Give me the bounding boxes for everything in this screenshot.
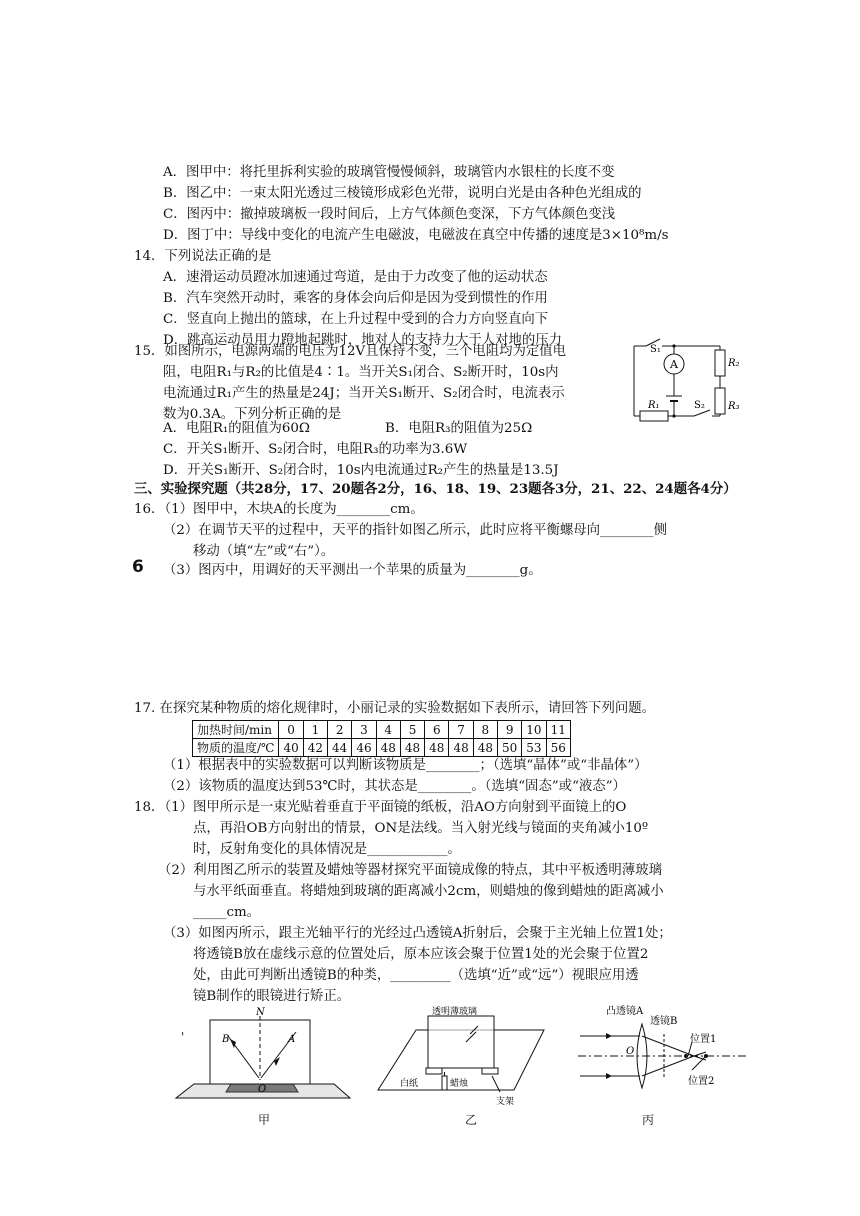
table-cell: 48 — [473, 739, 497, 757]
yi-label-stand: 支架 — [496, 1097, 515, 1107]
q18-part3-line4: 镜B制作的眼镜进行矫正。 — [193, 989, 351, 1004]
q16-part3: （3）图丙中，用调好的天平测出一个苹果的质量为________g。 — [163, 563, 542, 578]
stray-mark: ' — [181, 1030, 185, 1044]
q15-option-d: D．开关S₁断开、S₂闭合时，10s内电流通过R₂产生的热量是13.5J — [163, 463, 559, 478]
table-cell: 11 — [546, 721, 570, 739]
jia-label-a: A — [288, 1034, 296, 1045]
q17-stem: 17. 在探究某种物质的熔化规律时，小丽记录的实验数据如下表所示，请回答下列问题。 — [134, 701, 656, 716]
q16-part2-line1: （2）在调节天平的过程中，天平的指针如图乙所示，此时应将平衡螺母向________侧 — [163, 523, 667, 538]
q18-part2-line3: _____cm。 — [193, 905, 261, 920]
q15-stem-line2: 阻，电阻R₁与R₂的比值是4∶1。当开关S₁闭合、S₂断开时，10s内 — [163, 365, 559, 380]
q14-option-a: A．速滑运动员蹬冰加速通过弯道，是由于力改变了他的运动状态 — [163, 270, 548, 285]
q18-part1-line1: 18．（1）图甲所示是一束光贴着垂直于平面镜的纸板，沿AO方向射到平面镜上的O — [134, 800, 627, 815]
q16-part2-line2: 移动（填“左”或“右”）。 — [193, 544, 335, 559]
q15-stem-line3: 电流通过R₁产生的热量是24J；当开关S₁断开、S₂闭合时，电流表示 — [163, 386, 565, 401]
table-cell: 42 — [303, 739, 327, 757]
table-cell: 6 — [425, 721, 449, 739]
q13-option-a: A．图甲中：将托里拆利实验的玻璃管慢慢倾斜，玻璃管内水银柱的长度不变 — [163, 165, 615, 180]
table-cell: 40 — [279, 739, 303, 757]
table-cell: 48 — [400, 739, 424, 757]
table-cell: 48 — [449, 739, 473, 757]
q13-option-c: C．图丙中：撤掉玻璃板一段时间后，上方气体颜色变深，下方气体颜色变浅 — [163, 207, 616, 222]
table-row-label: 加热时间/min — [193, 721, 279, 739]
jia-label-o: O — [258, 1084, 267, 1095]
q15-stem-line1: 15．如图所示，电源两端的电压为12V且保持不变，三个电阻均为定值电 — [134, 344, 567, 359]
figure-bing-lenses — [576, 1000, 756, 1110]
table-cell: 0 — [279, 721, 303, 739]
margin-number: 6 — [132, 557, 144, 577]
table-cell: 7 — [449, 721, 473, 739]
circuit-s2-label: S₂ — [694, 400, 705, 411]
q17-part2: （2）该物质的温度达到53℃时，其状态是________。（选填“固态”或“液态”） — [163, 779, 626, 794]
q14-option-c: C．竖直向上抛出的篮球，在上升过程中受到的合力方向竖直向下 — [163, 312, 549, 327]
bing-label-pos2: 位置2 — [688, 1076, 715, 1087]
q15-option-b: B．电阻R₃的阻值为25Ω — [385, 421, 533, 436]
q18-part3-line1: （3）如图丙所示，跟主光轴平行的光经过凸透镜A折射后，会聚于主光轴上位置1处； — [163, 926, 672, 941]
table-row-label: 物质的温度/℃ — [193, 739, 279, 757]
table-cell: 10 — [522, 721, 546, 739]
figure-jia-reflection — [174, 1006, 354, 1110]
table-cell: 8 — [473, 721, 497, 739]
yi-label-glass: 透明薄玻璃 — [432, 1007, 478, 1017]
q15-option-a: A．电阻R₁的阻值为60Ω — [163, 421, 310, 436]
circuit-r1-label: R₁ — [648, 400, 660, 411]
bing-label-pos1: 位置1 — [690, 1034, 717, 1045]
yi-label-candle: 蜡烛 — [450, 1079, 469, 1089]
table-cell: 48 — [425, 739, 449, 757]
table-cell: 4 — [376, 721, 400, 739]
circuit-r2-label: R₂ — [728, 358, 740, 369]
figure-yi-caption: 乙 — [465, 1113, 478, 1127]
bing-label-lens-a: 凸透镜A — [606, 1006, 644, 1017]
table-cell: 3 — [352, 721, 376, 739]
q16-part1: 16．（1）图甲中，木块A的长度为________cm。 — [134, 502, 424, 517]
table-row — [193, 721, 571, 739]
circuit-diagram — [628, 334, 752, 426]
table-row — [193, 739, 571, 757]
circuit-r3-label: R₃ — [728, 401, 740, 412]
table-cell: 5 — [400, 721, 424, 739]
q15-option-c: C．开关S₁断开、S₂闭合时，电阻R₃的功率为3.6W — [163, 442, 468, 457]
table-cell: 46 — [352, 739, 376, 757]
q18-part1-line3: 时，反射角变化的具体情况是____________。 — [193, 842, 461, 857]
jia-label-b: B — [222, 1034, 230, 1045]
figure-jia-caption: 甲 — [258, 1113, 271, 1127]
q15-stem-line4: 数为0.3A。下列分析正确的是 — [163, 407, 342, 422]
jia-label-n: N — [256, 1007, 265, 1018]
table-cell: 50 — [498, 739, 522, 757]
q14-option-b: B．汽车突然开动时，乘客的身体会向后仰是因为受到惯性的作用 — [163, 291, 548, 306]
q13-option-b: B．图乙中：一束太阳光透过三棱镜形成彩色光带，说明白光是由各种色光组成的 — [163, 186, 642, 201]
table-cell: 1 — [303, 721, 327, 739]
circuit-s1-label: S₁ — [650, 344, 661, 355]
q18-part3-line2: 将透镜B放在虚线示意的位置处后，原本应该会聚于位置1处的光会聚于位置2 — [193, 947, 649, 962]
bing-label-o: O — [626, 1046, 635, 1057]
table-cell: 48 — [376, 739, 400, 757]
circuit-ammeter-label: A — [670, 358, 678, 371]
table-cell: 53 — [522, 739, 546, 757]
q18-part2-line2: 与水平纸面垂直。将蜡烛到玻璃的距离减小2cm，则蜡烛的像到蜡烛的距离减小 — [193, 884, 664, 899]
table-cell: 2 — [328, 721, 352, 739]
table-cell: 44 — [328, 739, 352, 757]
q14-option-d: D．跳高运动员用力蹬地起跳时，地对人的支持力大于人对地的压力 — [163, 333, 563, 348]
q13-option-d: D．图丁中：导线中变化的电流产生电磁波，电磁波在真空中传播的速度是3×10⁸m/s — [163, 228, 669, 243]
bing-label-lens-b: 透镜B — [650, 1016, 678, 1027]
q17-data-table — [192, 720, 571, 757]
section-3-heading: 三、实验探究题（共28分，17、20题各2分，16、18、19、23题各3分，21、22、24题各4分） — [134, 481, 737, 497]
q18-part3-line3: 处，由此可判断出透镜B的种类，_________（选填“近”或“远”）视眼应用透 — [193, 968, 639, 983]
q18-part1-line2: 点，再沿OB方向射出的情景，ON是法线。当入射光线与镜面的夹角减小10º — [193, 821, 649, 836]
figure-yi-plane-mirror — [376, 1006, 552, 1110]
table-cell: 9 — [498, 721, 522, 739]
q17-part1: （1）根据表中的实验数据可以判断该物质是________；（选填“晶体”或“非晶体”） — [163, 758, 648, 773]
q18-part2-line1: （2）利用图乙所示的装置及蜡烛等器材探究平面镜成像的特点，其中平板透明薄玻璃 — [158, 863, 662, 878]
figure-bing-caption: 丙 — [642, 1113, 655, 1127]
yi-label-paper: 白纸 — [400, 1079, 419, 1089]
table-cell: 56 — [546, 739, 570, 757]
q14-stem: 14．下列说法正确的是 — [134, 249, 272, 264]
